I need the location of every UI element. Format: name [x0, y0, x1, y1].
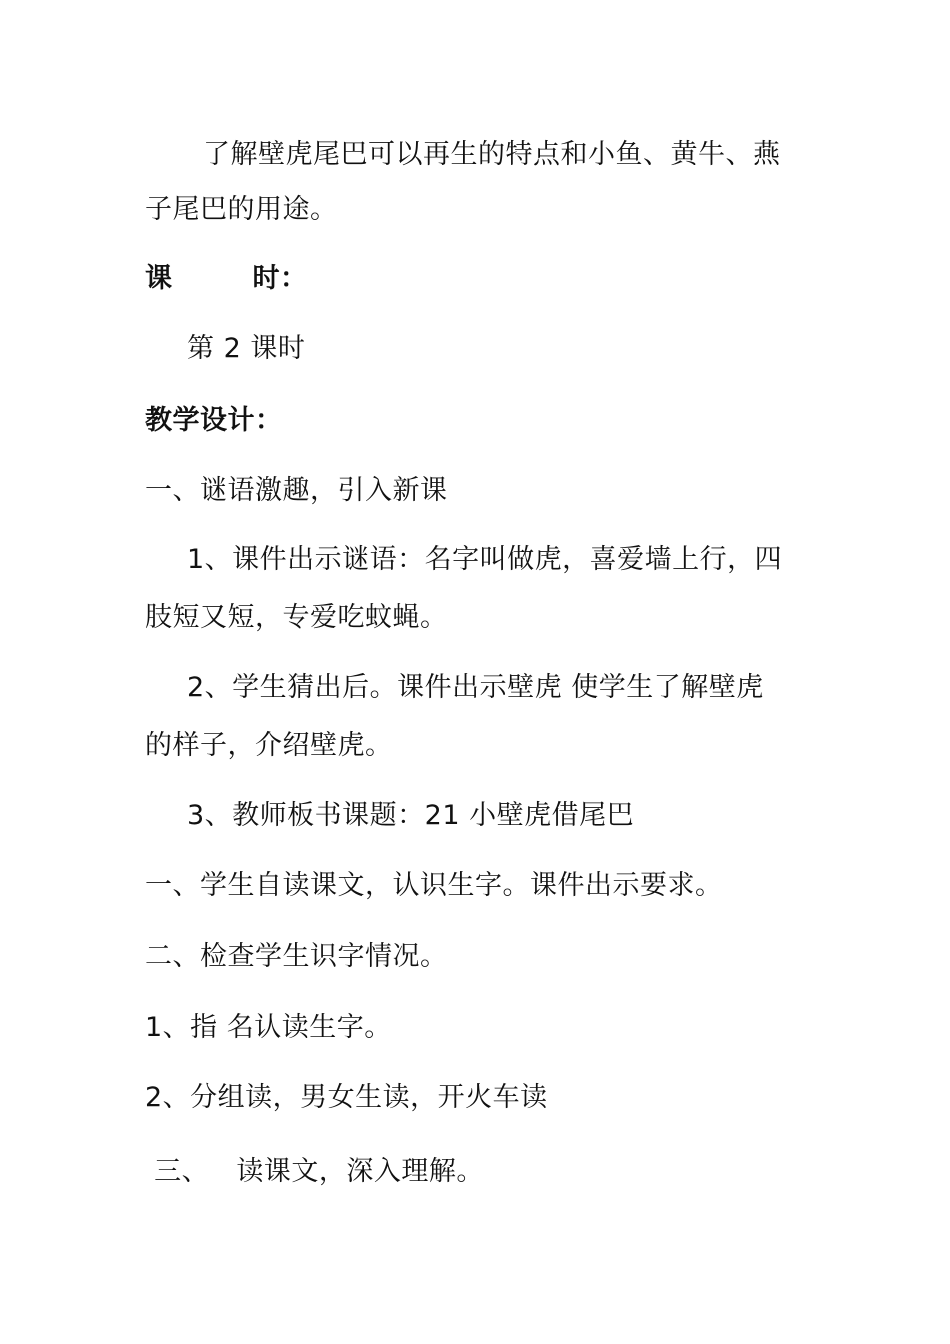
part3-title: 二、检查学生识字情况。: [145, 941, 448, 972]
goal-line-2: 子尾巴的用途。: [145, 194, 338, 225]
goal-line-1: 了解壁虎尾巴可以再生的特点和小鱼、黄牛、燕: [203, 139, 781, 170]
item2-line-1: 2、学生猜出后。课件出示壁虎 使学生了解壁虎: [187, 672, 764, 703]
design-heading: 教学设计：: [145, 405, 283, 436]
period-value: 第 2 课时: [187, 333, 306, 364]
sub-item-1: 1、指 名认读生字。: [145, 1012, 392, 1043]
part1-title: 一、谜语激趣，引入新课: [145, 475, 448, 506]
item1-line-2: 肢短又短，专爱吃蚊蝇。: [145, 602, 448, 633]
item1-line-1: 1、课件出示谜语：名字叫做虎，喜爱墙上行，四: [187, 544, 783, 575]
part2-title: 一、学生自读课文，认识生字。课件出示要求。: [145, 870, 723, 901]
period-label-right: 时：: [252, 263, 308, 294]
sub-item-2: 2、分组读，男女生读，开火车读: [145, 1082, 548, 1113]
item3: 3、教师板书课题：21 小壁虎借尾巴: [187, 800, 635, 831]
part4-title: 三、 读课文，深入理解。: [145, 1156, 484, 1187]
item2-line-2: 的样子，介绍壁虎。: [145, 730, 393, 761]
period-heading: [145, 262, 308, 296]
period-label-left: 课: [145, 263, 173, 294]
